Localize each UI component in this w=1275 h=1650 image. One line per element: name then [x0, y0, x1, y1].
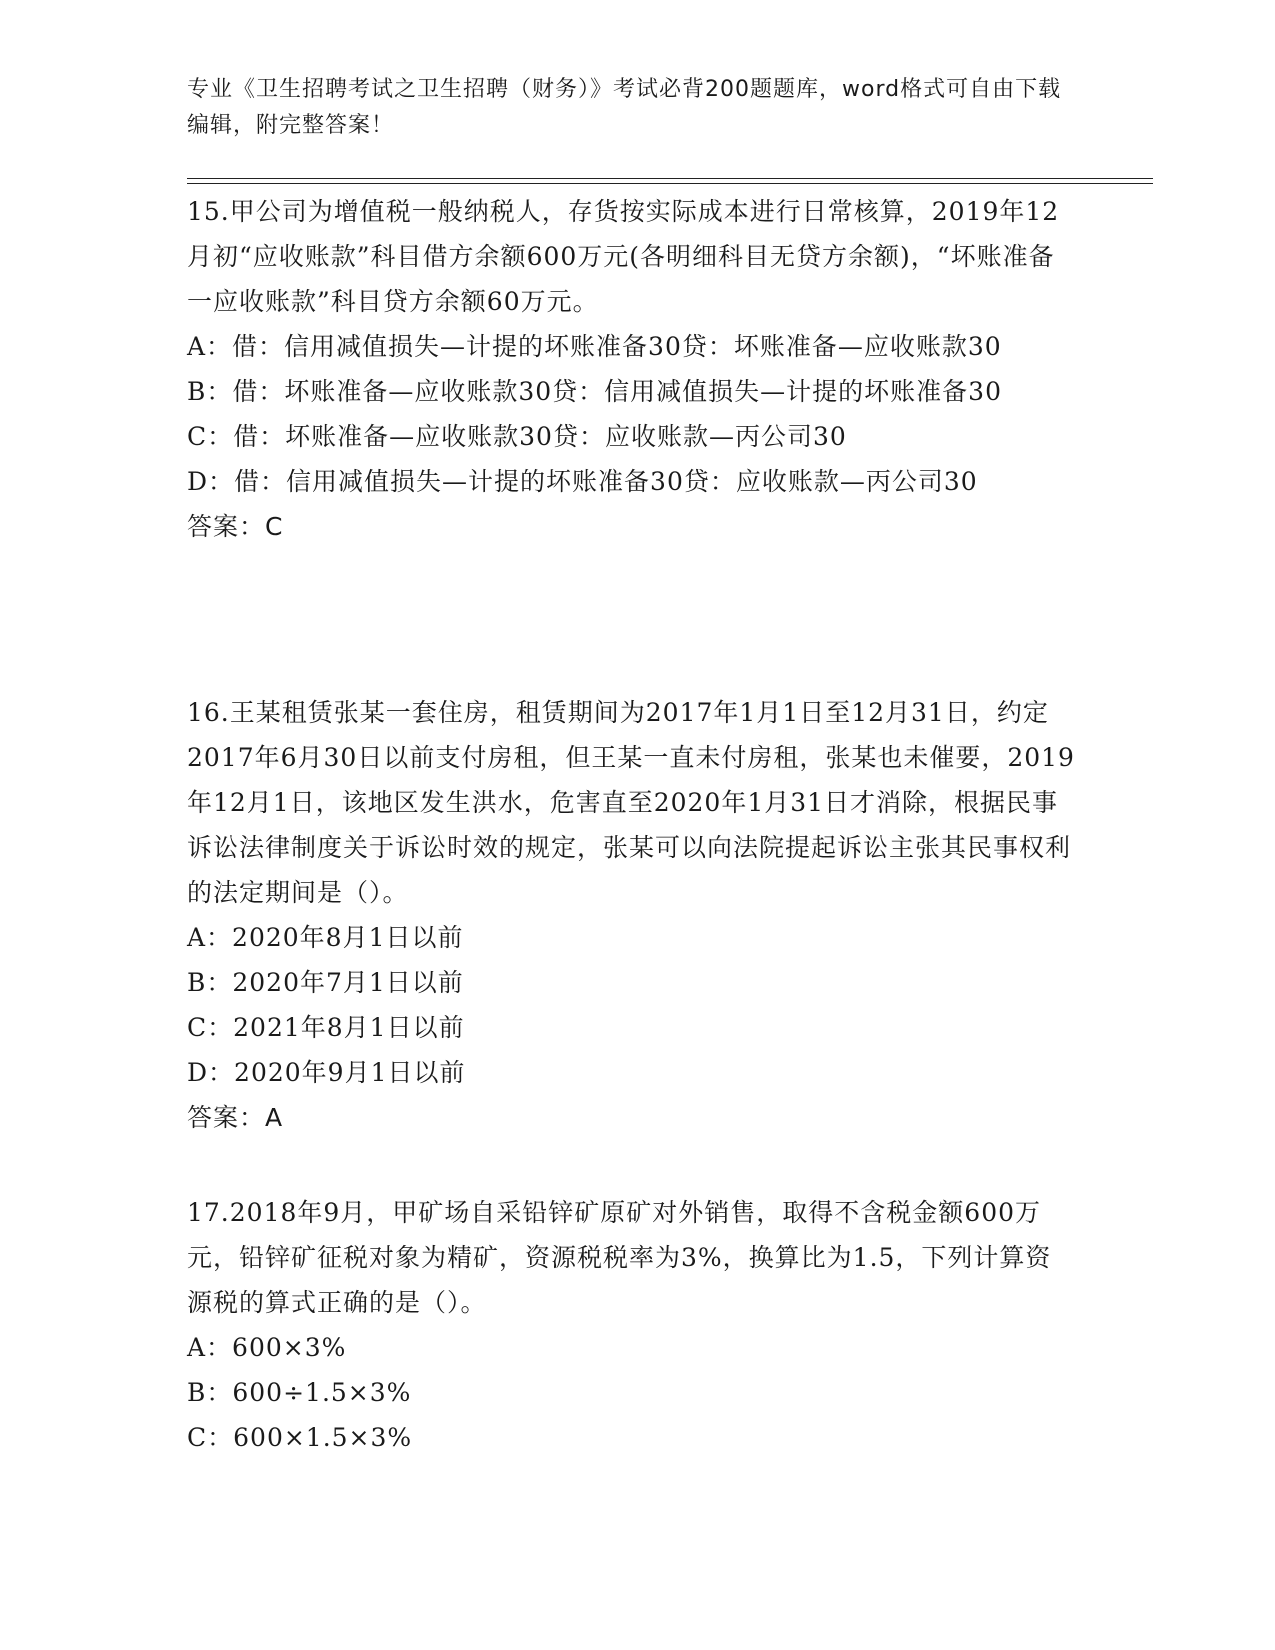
option-c: C：2021年8月1日以前 [187, 1013, 465, 1042]
option-b: B：2020年7月1日以前 [187, 968, 464, 997]
option-d: D：2020年9月1日以前 [187, 1058, 466, 1087]
question-16 [187, 690, 1077, 1140]
option-a: A：600×3% [187, 1333, 347, 1362]
document-header: 专业《卫生招聘考试之卫生招聘（财务）》考试必背200题题库，word格式可自由下载编辑，附完整答案！ [187, 77, 1062, 138]
option-a: A：2020年8月1日以前 [187, 923, 464, 952]
header-divider-top [187, 178, 1153, 179]
answer: 答案：C [187, 512, 284, 541]
option-c: C：借：坏账准备—应收账款30贷：应收账款—丙公司30 [187, 422, 847, 451]
option-d: D：借：信用减值损失—计提的坏账准备30贷：应收账款—丙公司30 [187, 467, 978, 496]
question-15 [187, 189, 1077, 549]
option-c: C：600×1.5×3% [187, 1423, 413, 1452]
option-b: B：600÷1.5×3% [187, 1378, 412, 1407]
question-stem: 17.2018年9月，甲矿场自采铅锌矿原矿对外销售，取得不含税金额600万元，铅锌矿征税对象为精矿，资源税税率为3%，换算比为1.5，下列计算资源税的算式正确的是（）。 [187, 1198, 1052, 1317]
option-a: A：借：信用减值损失—计提的坏账准备30贷：坏账准备—应收账款30 [187, 332, 1002, 361]
question-stem: 15.甲公司为增值税一般纳税人，存货按实际成本进行日常核算，2019年12月初“应收账款”科目借方余额600万元(各明细科目无贷方余额)，“坏账准备一应收账款”科目贷方余额60万元。 [187, 197, 1060, 316]
option-b: B：借：坏账准备—应收账款30贷：信用减值损失—计提的坏账准备30 [187, 377, 1002, 406]
question-17 [187, 1190, 1077, 1460]
header-divider-bottom [187, 183, 1153, 184]
question-stem: 16.王某租赁张某一套住房，租赁期间为2017年1月1日至12月31日，约定2017年6月30日以前支付房租，但王某一直未付房租，张某也未催要，2019年12月1日，该地区发生洪水，危害直至2020年1月31日才消除，根据民事诉讼法律制度关于诉讼时效的规定，张某可以向法院提起诉讼主张其民事权利的法定期间是（）。 [187, 698, 1075, 907]
answer: 答案：A [187, 1103, 284, 1132]
